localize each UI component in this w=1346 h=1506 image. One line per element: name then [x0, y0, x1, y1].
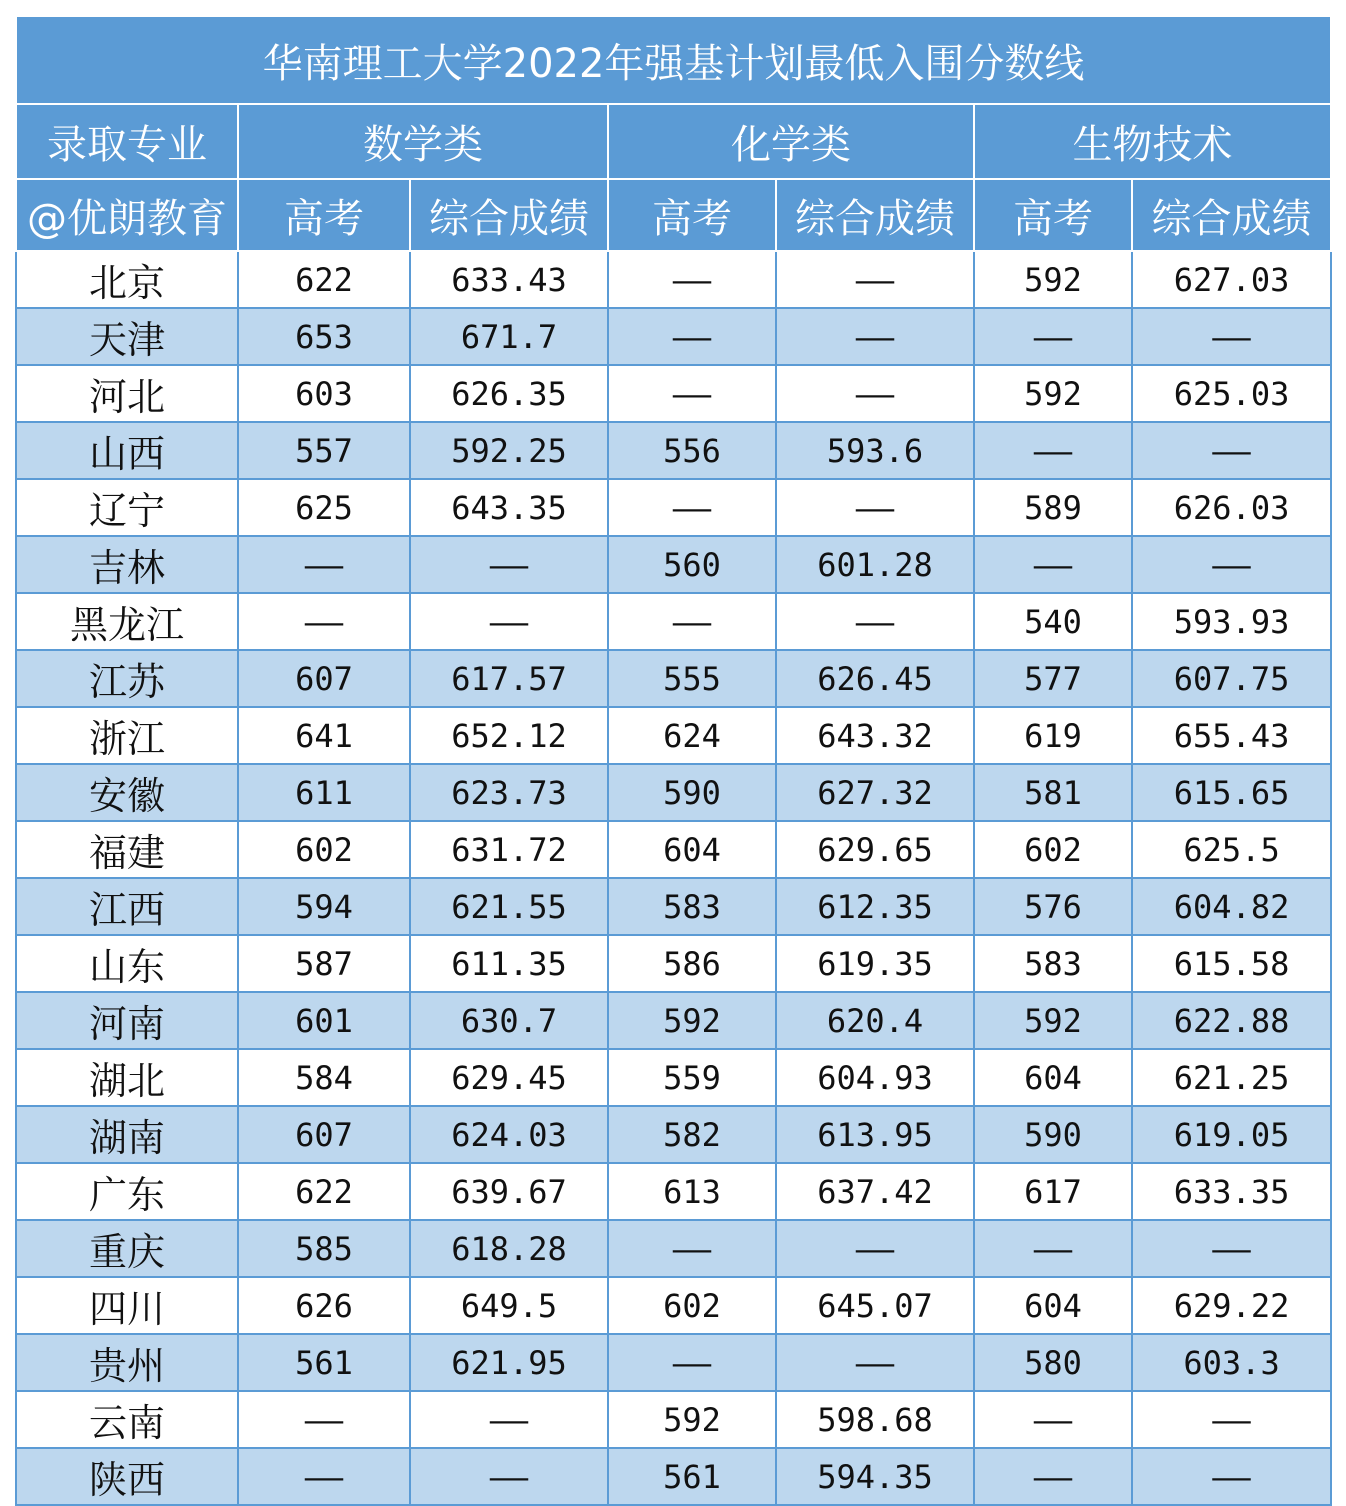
chemistry-composite-cell: 604.93 [776, 1049, 974, 1106]
math-composite-cell: —— [410, 536, 608, 593]
table-row [16, 593, 1331, 650]
biotech-composite-cell: 622.88 [1132, 992, 1331, 1049]
province-cell: 重庆 [16, 1220, 238, 1277]
chemistry-composite-cell: 627.32 [776, 764, 974, 821]
table-row [16, 1163, 1331, 1220]
biotech-composite-cell: 604.82 [1132, 878, 1331, 935]
chemistry-composite-cell: 643.32 [776, 707, 974, 764]
chemistry-gaokao-cell: 613 [608, 1163, 776, 1220]
math-composite-cell: 623.73 [410, 764, 608, 821]
chemistry-gaokao-cell: 560 [608, 536, 776, 593]
biotech-gaokao-cell: —— [974, 308, 1132, 365]
math-composite-cell: 629.45 [410, 1049, 608, 1106]
math-composite-cell: 626.35 [410, 365, 608, 422]
chemistry-gaokao-cell: 586 [608, 935, 776, 992]
province-cell: 浙江 [16, 707, 238, 764]
chemistry-gaokao-cell: —— [608, 308, 776, 365]
table-row [16, 251, 1331, 308]
biotech-composite-cell: 621.25 [1132, 1049, 1331, 1106]
biotech-composite-cell: 625.03 [1132, 365, 1331, 422]
biotech-gaokao-cell: 577 [974, 650, 1132, 707]
subheader-gaokao-chemistry: 高考 [608, 179, 776, 251]
biotech-gaokao-cell: 617 [974, 1163, 1132, 1220]
biotech-composite-cell: 626.03 [1132, 479, 1331, 536]
chemistry-composite-cell: 598.68 [776, 1391, 974, 1448]
table-row [16, 1334, 1331, 1391]
table-row [16, 1049, 1331, 1106]
subheader-gaokao-math: 高考 [238, 179, 410, 251]
chemistry-composite-cell: —— [776, 593, 974, 650]
math-gaokao-cell: 611 [238, 764, 410, 821]
biotech-composite-cell: 593.93 [1132, 593, 1331, 650]
biotech-composite-cell: 633.35 [1132, 1163, 1331, 1220]
math-gaokao-cell: 602 [238, 821, 410, 878]
province-cell: 贵州 [16, 1334, 238, 1391]
province-cell: 山西 [16, 422, 238, 479]
table-row [16, 1220, 1331, 1277]
math-gaokao-cell: —— [238, 1448, 410, 1505]
table-row [16, 992, 1331, 1049]
table-row [16, 1106, 1331, 1163]
math-composite-cell: 617.57 [410, 650, 608, 707]
table-row [16, 1277, 1331, 1334]
score-table [15, 15, 1332, 1506]
table-row [16, 764, 1331, 821]
math-composite-cell: 611.35 [410, 935, 608, 992]
biotech-gaokao-cell: 619 [974, 707, 1132, 764]
province-cell: 黑龙江 [16, 593, 238, 650]
chemistry-gaokao-cell: 555 [608, 650, 776, 707]
biotech-composite-cell: —— [1132, 536, 1331, 593]
chemistry-composite-cell: 626.45 [776, 650, 974, 707]
math-gaokao-cell: 594 [238, 878, 410, 935]
chemistry-gaokao-cell: 604 [608, 821, 776, 878]
math-composite-cell: 649.5 [410, 1277, 608, 1334]
chemistry-composite-cell: 613.95 [776, 1106, 974, 1163]
chemistry-gaokao-cell: 582 [608, 1106, 776, 1163]
chemistry-composite-cell: 593.6 [776, 422, 974, 479]
math-gaokao-cell: 607 [238, 1106, 410, 1163]
chemistry-composite-cell: 612.35 [776, 878, 974, 935]
math-gaokao-cell: 585 [238, 1220, 410, 1277]
chemistry-composite-cell: 629.65 [776, 821, 974, 878]
subheader-composite-biotech: 综合成绩 [1132, 179, 1331, 251]
table-row [16, 1448, 1331, 1505]
biotech-gaokao-cell: 589 [974, 479, 1132, 536]
chemistry-gaokao-cell: 556 [608, 422, 776, 479]
subheader-gaokao-biotech: 高考 [974, 179, 1132, 251]
math-gaokao-cell: 622 [238, 1163, 410, 1220]
math-composite-cell: 633.43 [410, 251, 608, 308]
biotech-gaokao-cell: —— [974, 536, 1132, 593]
math-gaokao-cell: —— [238, 1391, 410, 1448]
table-row [16, 650, 1331, 707]
province-cell: 江西 [16, 878, 238, 935]
biotech-composite-cell: 607.75 [1132, 650, 1331, 707]
chemistry-gaokao-cell: —— [608, 593, 776, 650]
province-cell: 陕西 [16, 1448, 238, 1505]
watermark-label: @优朗教育 [16, 179, 238, 251]
biotech-gaokao-cell: 576 [974, 878, 1132, 935]
chemistry-gaokao-cell: 624 [608, 707, 776, 764]
biotech-gaokao-cell: —— [974, 1448, 1132, 1505]
chemistry-composite-cell: —— [776, 1220, 974, 1277]
chemistry-gaokao-cell: 602 [608, 1277, 776, 1334]
biotech-composite-cell: 627.03 [1132, 251, 1331, 308]
math-composite-cell: —— [410, 1391, 608, 1448]
biotech-gaokao-cell: 590 [974, 1106, 1132, 1163]
province-cell: 福建 [16, 821, 238, 878]
math-gaokao-cell: 653 [238, 308, 410, 365]
math-gaokao-cell: 601 [238, 992, 410, 1049]
province-cell: 吉林 [16, 536, 238, 593]
province-cell: 山东 [16, 935, 238, 992]
score-table-body [16, 16, 1331, 1505]
major-header-math: 数学类 [238, 104, 608, 179]
subheader-composite-math: 综合成绩 [410, 179, 608, 251]
chemistry-composite-cell: 620.4 [776, 992, 974, 1049]
chemistry-composite-cell: 619.35 [776, 935, 974, 992]
province-cell: 天津 [16, 308, 238, 365]
biotech-gaokao-cell: —— [974, 1220, 1132, 1277]
math-composite-cell: —— [410, 1448, 608, 1505]
math-gaokao-cell: 622 [238, 251, 410, 308]
major-header-chemistry: 化学类 [608, 104, 974, 179]
biotech-composite-cell: —— [1132, 1391, 1331, 1448]
table-row [16, 878, 1331, 935]
biotech-composite-cell: —— [1132, 308, 1331, 365]
math-gaokao-cell: 607 [238, 650, 410, 707]
table-row [16, 536, 1331, 593]
province-cell: 湖南 [16, 1106, 238, 1163]
table-title: 华南理工大学2022年强基计划最低入围分数线 [16, 16, 1331, 104]
math-composite-cell: 631.72 [410, 821, 608, 878]
table-row [16, 479, 1331, 536]
chemistry-composite-cell: —— [776, 365, 974, 422]
table-row [16, 1391, 1331, 1448]
biotech-gaokao-cell: —— [974, 1391, 1132, 1448]
chemistry-composite-cell: 637.42 [776, 1163, 974, 1220]
province-cell: 北京 [16, 251, 238, 308]
math-composite-cell: 592.25 [410, 422, 608, 479]
biotech-composite-cell: —— [1132, 1448, 1331, 1505]
chemistry-gaokao-cell: —— [608, 479, 776, 536]
table-row [16, 935, 1331, 992]
major-header-biotech: 生物技术 [974, 104, 1331, 179]
math-composite-cell: 621.95 [410, 1334, 608, 1391]
province-cell: 广东 [16, 1163, 238, 1220]
biotech-gaokao-cell: 592 [974, 251, 1132, 308]
chemistry-gaokao-cell: 590 [608, 764, 776, 821]
chemistry-gaokao-cell: —— [608, 1334, 776, 1391]
biotech-composite-cell: 625.5 [1132, 821, 1331, 878]
math-composite-cell: 621.55 [410, 878, 608, 935]
biotech-composite-cell: —— [1132, 1220, 1331, 1277]
province-cell: 四川 [16, 1277, 238, 1334]
province-cell: 河南 [16, 992, 238, 1049]
chemistry-gaokao-cell: 559 [608, 1049, 776, 1106]
biotech-gaokao-cell: 604 [974, 1277, 1132, 1334]
subheader-composite-chemistry: 综合成绩 [776, 179, 974, 251]
table-row [16, 308, 1331, 365]
chemistry-composite-cell: 594.35 [776, 1448, 974, 1505]
chemistry-composite-cell: 645.07 [776, 1277, 974, 1334]
biotech-gaokao-cell: 604 [974, 1049, 1132, 1106]
province-cell: 辽宁 [16, 479, 238, 536]
biotech-composite-cell: 629.22 [1132, 1277, 1331, 1334]
biotech-gaokao-cell: —— [974, 422, 1132, 479]
math-gaokao-cell: 625 [238, 479, 410, 536]
math-gaokao-cell: 561 [238, 1334, 410, 1391]
biotech-gaokao-cell: 592 [974, 992, 1132, 1049]
chemistry-gaokao-cell: 592 [608, 1391, 776, 1448]
biotech-composite-cell: 603.3 [1132, 1334, 1331, 1391]
math-gaokao-cell: 557 [238, 422, 410, 479]
math-gaokao-cell: 584 [238, 1049, 410, 1106]
biotech-gaokao-cell: 581 [974, 764, 1132, 821]
province-cell: 江苏 [16, 650, 238, 707]
chemistry-gaokao-cell: —— [608, 251, 776, 308]
biotech-composite-cell: —— [1132, 422, 1331, 479]
chemistry-gaokao-cell: —— [608, 365, 776, 422]
chemistry-composite-cell: —— [776, 308, 974, 365]
math-gaokao-cell: —— [238, 593, 410, 650]
chemistry-composite-cell: —— [776, 1334, 974, 1391]
math-composite-cell: 624.03 [410, 1106, 608, 1163]
math-gaokao-cell: 641 [238, 707, 410, 764]
math-composite-cell: 643.35 [410, 479, 608, 536]
chemistry-gaokao-cell: 561 [608, 1448, 776, 1505]
chemistry-composite-cell: —— [776, 479, 974, 536]
province-cell: 湖北 [16, 1049, 238, 1106]
biotech-composite-cell: 619.05 [1132, 1106, 1331, 1163]
math-composite-cell: 618.28 [410, 1220, 608, 1277]
math-composite-cell: 652.12 [410, 707, 608, 764]
biotech-gaokao-cell: 580 [974, 1334, 1132, 1391]
chemistry-gaokao-cell: 592 [608, 992, 776, 1049]
math-composite-cell: —— [410, 593, 608, 650]
chemistry-gaokao-cell: 583 [608, 878, 776, 935]
math-composite-cell: 671.7 [410, 308, 608, 365]
chemistry-gaokao-cell: —— [608, 1220, 776, 1277]
table-row [16, 821, 1331, 878]
table-row [16, 707, 1331, 764]
province-cell: 河北 [16, 365, 238, 422]
biotech-gaokao-cell: 602 [974, 821, 1132, 878]
math-gaokao-cell: —— [238, 536, 410, 593]
chemistry-composite-cell: —— [776, 251, 974, 308]
biotech-composite-cell: 615.58 [1132, 935, 1331, 992]
math-gaokao-cell: 603 [238, 365, 410, 422]
biotech-composite-cell: 615.65 [1132, 764, 1331, 821]
biotech-gaokao-cell: 583 [974, 935, 1132, 992]
math-composite-cell: 639.67 [410, 1163, 608, 1220]
province-cell: 云南 [16, 1391, 238, 1448]
province-cell: 安徽 [16, 764, 238, 821]
math-gaokao-cell: 626 [238, 1277, 410, 1334]
major-label-header: 录取专业 [16, 104, 238, 179]
biotech-gaokao-cell: 540 [974, 593, 1132, 650]
math-gaokao-cell: 587 [238, 935, 410, 992]
biotech-composite-cell: 655.43 [1132, 707, 1331, 764]
chemistry-composite-cell: 601.28 [776, 536, 974, 593]
biotech-gaokao-cell: 592 [974, 365, 1132, 422]
table-row [16, 422, 1331, 479]
math-composite-cell: 630.7 [410, 992, 608, 1049]
table-row [16, 365, 1331, 422]
